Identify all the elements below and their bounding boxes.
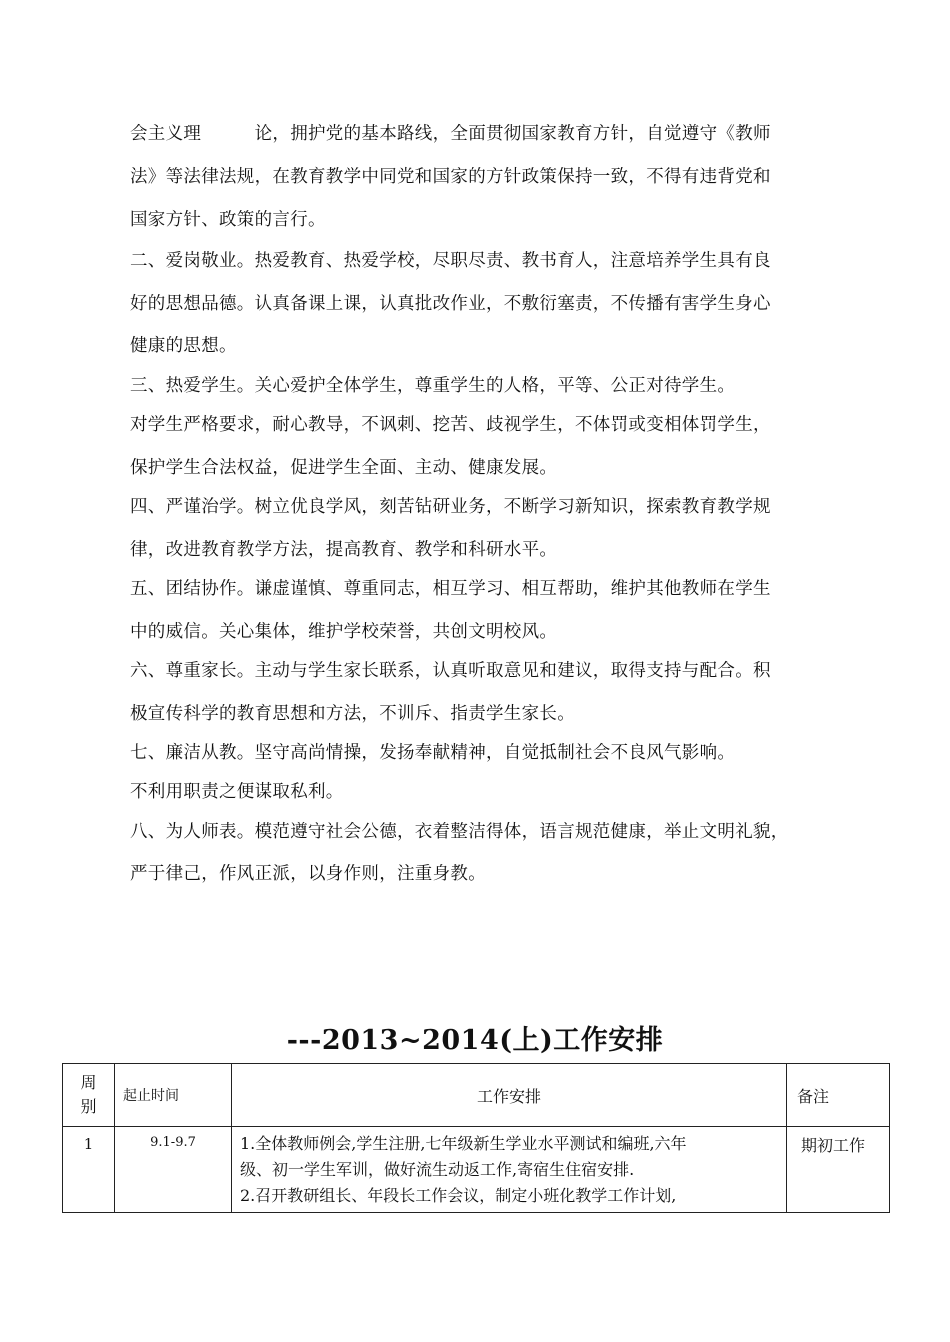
paragraph-line: 六、尊重家长。主动与学生家长联系，认真听取意见和建议，取得支持与配合。积 (130, 661, 771, 681)
work-item-line: 2.召开教研组长、年段长工作会议，制定小班化教学工作计划, (240, 1186, 677, 1205)
header-week-line: 别 (80, 1097, 97, 1116)
schedule-title: ---2013~2014(上)工作安排 (286, 1025, 664, 1056)
paragraph-line: 八、为人师表。模范遵守社会公德，衣着整洁得体，语言规范健康，举止文明礼貌， (130, 822, 789, 842)
paragraph-line: 四、严谨治学。树立优良学风，刻苦钻研业务，不断学习新知识，探索教育教学规 (130, 497, 771, 517)
paragraph-line: 七、廉洁从教。坚守高尚情操，发扬奉献精神，自觉抵制社会不良风气影响。 (130, 743, 736, 763)
paragraph-line: 律，改进教育教学方法，提高教育、教学和科研水平。 (130, 540, 558, 560)
paragraph-line: 不利用职责之便谋取私利。 (130, 782, 344, 802)
paragraph-line: 中的威信。关心集体，维护学校荣誉，共创文明校风。 (130, 622, 558, 642)
schedule-table (62, 1063, 890, 1213)
paragraph-line: 法》等法律法规，在教育教学中同党和国家的方针政策保持一致，不得有违背党和 (130, 167, 771, 187)
paragraph-line: 二、爱岗敬业。热爱教育、热爱学校，尽职尽责、教书育人，注意培养学生具有良 (130, 251, 771, 271)
paragraph-line: 严于律己，作风正派，以身作则，注重身教。 (130, 864, 486, 884)
work-item-line: 级、初一学生军训，做好流生动返工作,寄宿生住宿安排. (240, 1160, 635, 1179)
row-work (232, 1127, 787, 1213)
paragraph-line: 会主义理 论，拥护党的基本路线，全面贯彻国家教育方针，自觉遵守《教师 (130, 124, 771, 144)
paragraph-line: 健康的思想。 (130, 336, 237, 356)
row-week: 1 (63, 1127, 115, 1213)
header-work: 工作安排 (232, 1064, 787, 1127)
row-time: 9.1-9.7 (115, 1127, 232, 1213)
header-note: 备注 (787, 1064, 890, 1127)
work-item-line: 1.全体教师例会,学生注册,七年级新生学业水平测试和编班,六年 (240, 1134, 687, 1153)
row-note: 期初工作 (787, 1127, 890, 1213)
paragraph-line: 极宣传科学的教育思想和方法，不训斥、指责学生家长。 (130, 704, 575, 724)
paragraph-line: 五、团结协作。谦虚谨慎、尊重同志，相互学习、相互帮助，维护其他教师在学生 (130, 579, 771, 599)
header-time: 起止时间 (115, 1064, 232, 1127)
paragraph-line: 三、热爱学生。关心爱护全体学生，尊重学生的人格，平等、公正对待学生。 (130, 376, 736, 396)
paragraph-line: 保护学生合法权益，促进学生全面、主动、健康发展。 (130, 458, 558, 478)
header-week-line: 周 (80, 1073, 97, 1092)
header-week (63, 1064, 115, 1127)
paragraph-line: 好的思想品德。认真备课上课，认真批改作业，不敷衍塞责，不传播有害学生身心 (130, 294, 771, 314)
paragraph-line: 国家方针、政策的言行。 (130, 210, 326, 230)
table-row (63, 1127, 890, 1213)
paragraph-line: 对学生严格要求，耐心教导，不讽刺、挖苦、歧视学生，不体罚或变相体罚学生， (130, 415, 771, 435)
table-header-row (63, 1064, 890, 1127)
